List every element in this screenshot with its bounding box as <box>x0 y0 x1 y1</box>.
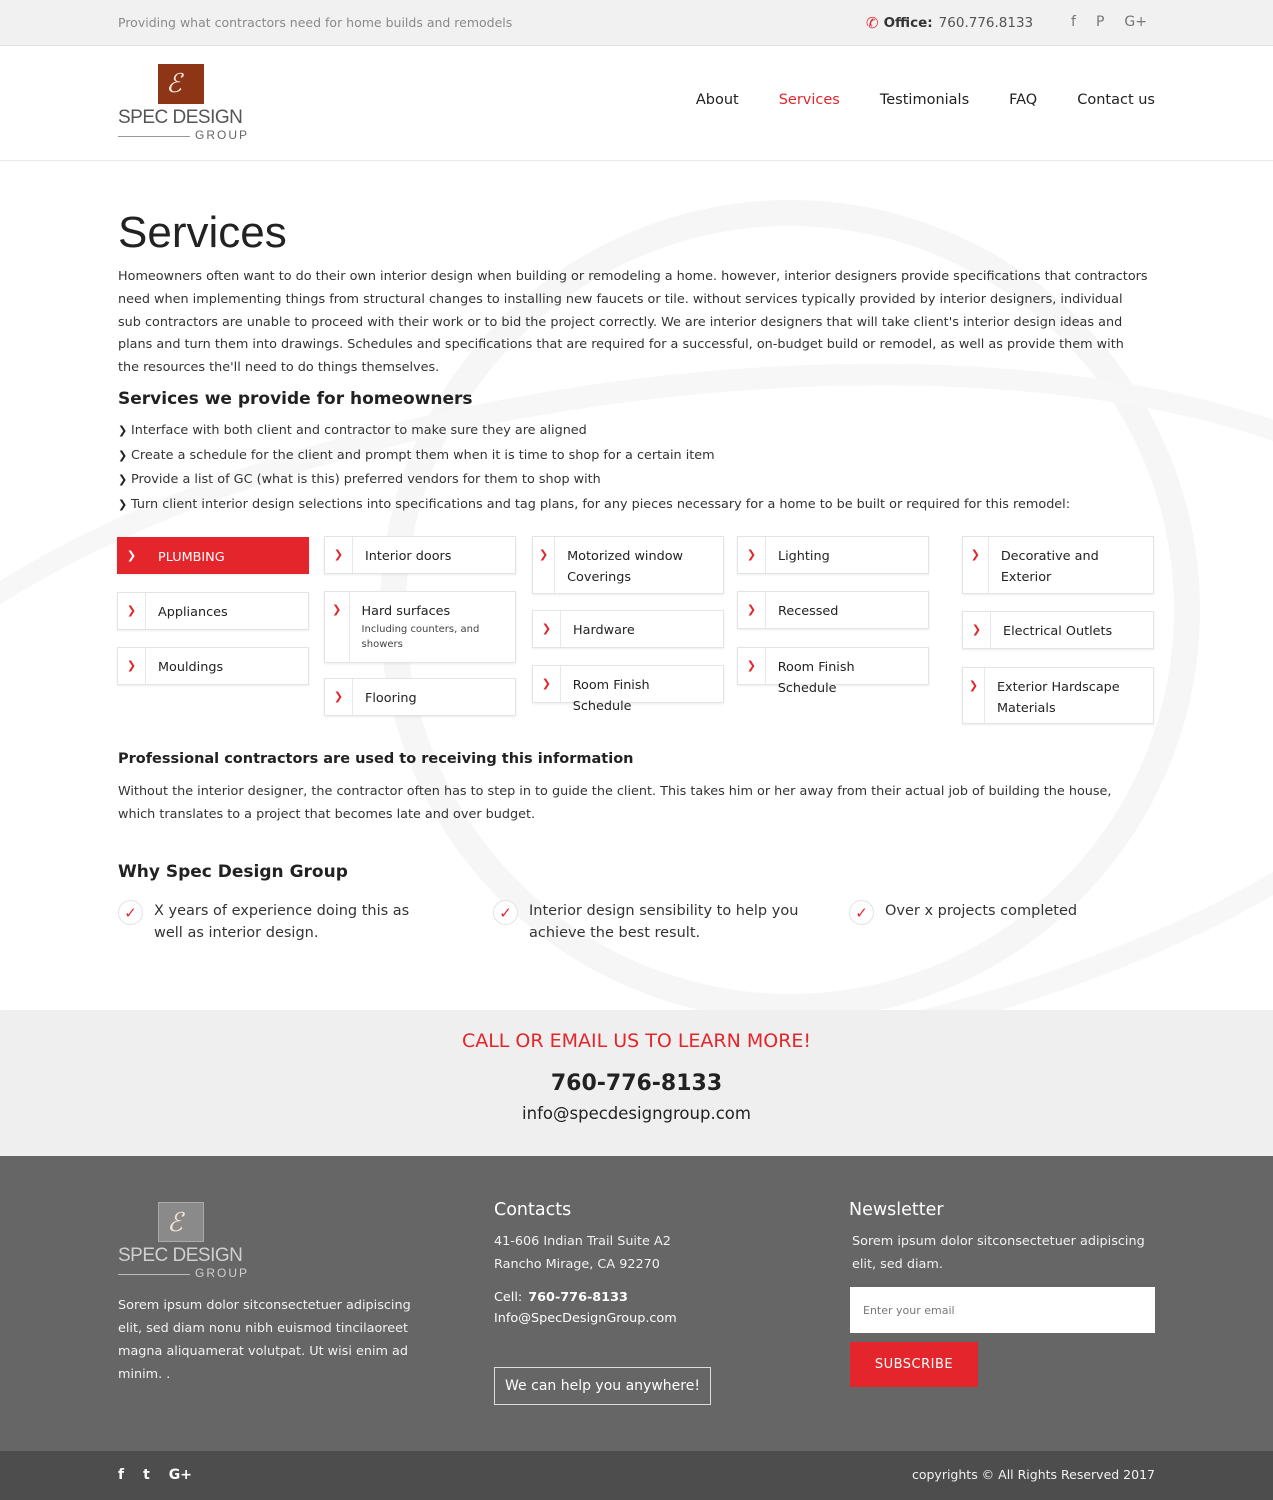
service-item-mouldings[interactable]: ❯ Mouldings <box>117 647 309 685</box>
subscribe-button[interactable]: SUBSCRIBE <box>850 1342 978 1387</box>
service-item-room-finish-schedule[interactable]: ❯ Room Finish Schedule <box>737 647 929 685</box>
service-item-room-finish-schedule[interactable]: ❯ Room Finish Schedule <box>532 665 724 703</box>
logo-text: SPEC DESIGN <box>118 1245 243 1266</box>
office-label: Office: <box>883 15 933 31</box>
service-item-flooring[interactable]: ❯ Flooring <box>324 678 516 716</box>
chevron-right-icon: ❯ <box>533 611 561 647</box>
footer-about: Sorem ipsum dolor sitconsectetuer adipiscing elit, sed diam nonu nibh euismod tincilaoreet magna aliquamerat volutpat. Ut wisi enim ad minim. . <box>118 1298 411 1382</box>
chevron-right-icon: ❯ <box>533 537 555 593</box>
service-item-decorative-exterior[interactable]: ❯ Decorative and Exterior <box>962 536 1154 594</box>
site-logo[interactable] <box>118 64 253 144</box>
contacts-title: Contacts <box>494 1200 572 1220</box>
list-item: ❯ Interface with both client and contractor to make sure they are aligned <box>118 420 1070 445</box>
why-point: ✓ Interior design sensibility to help you achieve the best result. <box>493 900 813 944</box>
list-item: ❯ Create a schedule for the client and prompt them when it is time to shop for a certain item <box>118 445 1070 470</box>
footer-email[interactable]: Info@SpecDesignGroup.com <box>494 1311 677 1326</box>
service-item-hardware[interactable]: ❯ Hardware <box>532 610 724 648</box>
main-nav <box>696 92 1155 108</box>
bottom-bar <box>0 1451 1273 1500</box>
office-phone[interactable] <box>866 14 1033 32</box>
chevron-right-icon: ❯ <box>963 668 985 723</box>
footer-social-links <box>118 1467 192 1483</box>
footer-cell: Cell: 760-776-8133 Info@SpecDesignGroup.com <box>494 1287 677 1329</box>
service-item-exterior-hardscape[interactable]: ❯ Exterior Hardscape Materials <box>962 667 1154 724</box>
facebook-icon[interactable]: f <box>118 1467 125 1483</box>
pinterest-icon[interactable]: P <box>1095 14 1105 30</box>
chevron-right-icon: ❯ <box>738 648 766 684</box>
service-item-interior-doors[interactable]: ❯ Interior doors <box>324 536 516 574</box>
chevron-right-icon: ❯ <box>533 666 561 702</box>
checkmark-icon: ✓ <box>493 900 518 925</box>
service-item-appliances[interactable]: ❯ Appliances <box>117 592 309 630</box>
google-plus-icon[interactable]: G+ <box>168 1467 193 1483</box>
chevron-right-icon: ❯ <box>118 538 146 573</box>
logo-mark: ℰ <box>158 1202 204 1242</box>
homeowners-heading: Services we provide for homeowners <box>118 389 473 409</box>
pro-paragraph: Without the interior designer, the contractor often has to step in to guide the client. This takes him or her away from their actual job of building the house, which translates to a project that becomes late and over budget. <box>118 784 1112 822</box>
newsletter-email-input[interactable] <box>850 1287 1155 1333</box>
chevron-right-icon: ❯ <box>325 679 353 715</box>
twitter-icon[interactable]: t <box>143 1467 150 1483</box>
chevron-right-icon: ❯ <box>118 424 128 437</box>
nav-contact[interactable]: Contact us <box>1077 92 1155 108</box>
nav-services[interactable]: Services <box>778 92 840 108</box>
google-plus-icon[interactable]: G+ <box>1124 14 1147 30</box>
top-social-links <box>1071 14 1147 30</box>
chevron-right-icon: ❯ <box>738 537 766 573</box>
logo-mark: ℰ <box>158 64 204 104</box>
nav-about[interactable]: About <box>695 92 739 108</box>
chevron-right-icon: ❯ <box>118 448 128 462</box>
why-heading: Why Spec Design Group <box>118 862 348 882</box>
cta-email[interactable]: info@specdesigngroup.com <box>522 1104 751 1123</box>
chevron-right-icon: ❯ <box>325 592 350 662</box>
copyright: copyrights © All Rights Reserved 2017 <box>911 1467 1155 1482</box>
facebook-icon[interactable]: f <box>1071 14 1076 30</box>
homeowner-services-list <box>118 420 1070 518</box>
top-bar <box>0 0 1273 46</box>
page-title: Services <box>118 208 287 257</box>
service-item-electrical-outlets[interactable]: ❯ Electrical Outlets <box>962 611 1154 649</box>
service-item-motorized-window[interactable]: ❯ Motorized window Coverings <box>532 536 724 594</box>
list-item: ❯ Provide a list of GC (what is this) preferred vendors for them to shop with <box>118 469 1070 494</box>
nav-faq[interactable]: FAQ <box>1009 92 1038 108</box>
why-point: ✓ Over x projects completed <box>849 900 1149 925</box>
why-point: ✓ X years of experience doing this as well as interior design. <box>118 900 428 944</box>
pro-heading: Professional contractors are used to receiving this information <box>118 751 634 767</box>
cta-section <box>0 1010 1273 1156</box>
list-item: ❯ Turn client interior design selections into specifications and tag plans, for any pieces necessary for a home to be built or required for this remodel: <box>118 494 1070 519</box>
chevron-right-icon: ❯ <box>118 593 146 629</box>
chevron-right-icon: ❯ <box>118 648 146 684</box>
office-number: 760.776.8133 <box>938 15 1034 31</box>
chevron-right-icon: ❯ <box>118 473 128 486</box>
logo-text: SPEC DESIGN <box>118 107 243 128</box>
logo-subtext: GROUP <box>195 1266 250 1280</box>
checkmark-icon: ✓ <box>118 900 143 925</box>
newsletter-title: Newsletter <box>849 1200 944 1220</box>
service-item-recessed[interactable]: ❯ Recessed <box>737 591 929 629</box>
nav-testimonials[interactable]: Testimonials <box>879 92 970 108</box>
chevron-right-icon: ❯ <box>738 592 766 628</box>
service-item-hard-surfaces[interactable]: ❯ Hard surfaces Including counters, and showers <box>324 591 516 663</box>
site-header <box>0 46 1273 161</box>
cta-phone[interactable]: 760-776-8133 <box>550 1071 723 1096</box>
help-anywhere-button[interactable]: We can help you anywhere! <box>494 1367 711 1405</box>
chevron-right-icon: ❯ <box>118 497 128 511</box>
footer-address: 41-606 Indian Trail Suite A2 Rancho Mirage, CA 92270 <box>494 1234 671 1272</box>
newsletter-text: Sorem ipsum dolor sitconsectetuer adipiscing elit, sed diam. <box>852 1234 1145 1272</box>
chevron-right-icon: ❯ <box>325 537 353 573</box>
logo-subtext: GROUP <box>195 128 250 142</box>
service-item-plumbing[interactable]: ❯ PLUMBING <box>117 537 309 574</box>
chevron-right-icon: ❯ <box>963 612 991 648</box>
site-footer <box>0 1156 1273 1451</box>
phone-icon: ✆ <box>866 14 879 32</box>
intro-paragraph: Homeowners often want to do their own interior design when building or remodeling a home. however, interior designers provide specifications that contractors need when implementing things from structural changes to installing new faucets or tile. without services typically provided by interior designers, individual sub contractors are unable to proceed with their work or to bid the project correctly. We are interior designers that will take client's interior design ideas and plans and turn them into drawings. Schedules and specifications that are required for a successful, on-budget build or remodel, as well as provide them with the resources the'll need to do things themselves. <box>118 269 1148 376</box>
footer-logo[interactable] <box>118 1202 253 1282</box>
service-item-lighting[interactable]: ❯ Lighting <box>737 536 929 574</box>
cta-heading: CALL OR EMAIL US TO LEARN MORE! <box>461 1030 812 1052</box>
chevron-right-icon: ❯ <box>963 537 989 593</box>
checkmark-icon: ✓ <box>849 900 874 925</box>
tagline: Providing what contractors need for home builds and remodels <box>118 15 513 30</box>
